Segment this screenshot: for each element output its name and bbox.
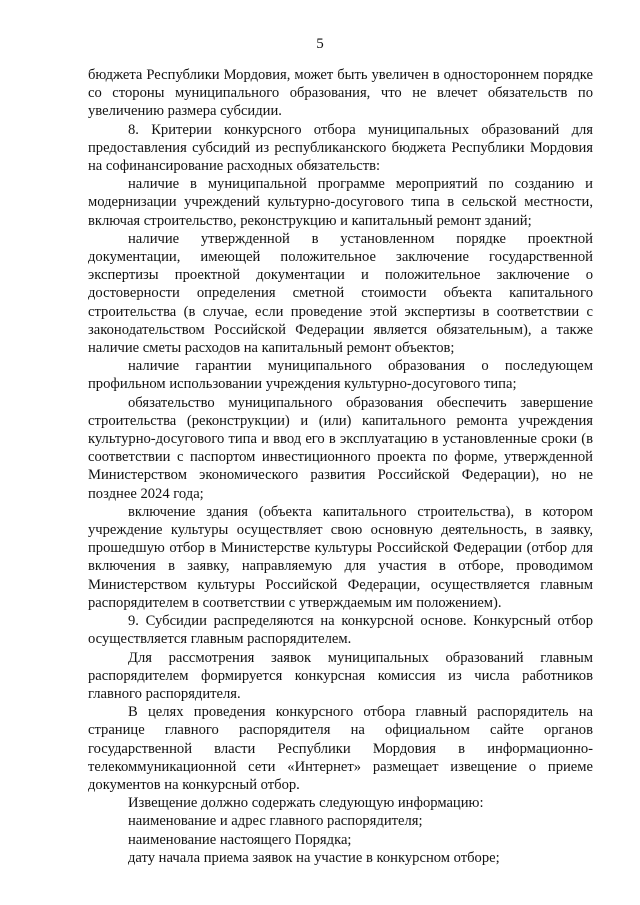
- paragraph: обязательство муниципального образования обеспечить завершение строительства (реконструкции) и (или) капитального ремонта учреждения культурно-досугового типа и ввод его в эксплуатацию в установленные сроки (в соответствии с паспортом инвестиционного проекта по форме, утвержденной Министерством экономического развития Российской Федерации), но не позднее 2024 года;: [88, 394, 593, 502]
- paragraph: 8. Критерии конкурсного отбора муниципальных образований для предоставления субсидий из республиканского бюджета Республики Мордовия на софинансирование расходных обязательств:: [88, 121, 593, 175]
- paragraph: включение здания (объекта капитального строительства), в котором учреждение культуры осуществляет свою основную деятельность, в заявку, прошедшую отбор в Министерстве культуры Российской Федерации (отбор для включения в заявку, направляемую для участия в отборе, проводимом Министерством культуры Российской Федерации, осуществляется главным распорядителем в соответствии с утверждаемым им положением).: [88, 503, 593, 611]
- paragraph: Для рассмотрения заявок муниципальных образований главным распорядителем формируется конкурсная комиссия из числа работников главного распорядителя.: [88, 649, 593, 702]
- paragraph: дату начала приема заявок на участие в конкурсном отборе;: [128, 849, 500, 866]
- paragraph: наименование настоящего Порядка;: [128, 831, 352, 848]
- paragraph: наличие утвержденной в установленном порядке проектной документации, имеющей положительное заключение государственной экспертизы проектной документации и положительное заключение о достоверности определения сметной стоимости объекта капитального строительства (в случае, если проведение этой экспертизы в соответствии с законодательством Российской Федерации является обязательным), а также наличие сметы расходов на капитальный ремонт объектов;: [88, 230, 593, 357]
- paragraph: наличие гарантии муниципального образования о последующем профильном использовании учреждения культурно-досугового типа;: [88, 358, 593, 393]
- paragraph: наличие в муниципальной программе мероприятий по созданию и модернизации учреждений культурно-досугового типа в сельской местности, включая строительство, реконструкцию и капитальный ремонт зданий;: [88, 176, 593, 229]
- paragraph: Извещение должно содержать следующую информацию:: [128, 795, 484, 812]
- paragraph: наименование и адрес главного распорядителя;: [128, 813, 423, 830]
- paragraph: В целях проведения конкурсного отбора главный распорядитель на странице главного распорядителя на официальном сайте органов государственной власти Республики Мордовия в информационно-телекоммуникационной сети «Интернет» размещает извещение о приеме документов на конкурсный отбор.: [88, 704, 593, 793]
- paragraph: бюджета Республики Мордовия, может быть увеличен в одностороннем порядке со стороны муниципального образования, что не влечет обязательств по увеличению размера субсидии.: [88, 67, 593, 120]
- paragraph: 9. Субсидии распределяются на конкурсной основе. Конкурсный отбор осуществляется главным распорядителем.: [88, 613, 593, 648]
- page-number: 5: [316, 36, 324, 52]
- document-body: [88, 66, 593, 867]
